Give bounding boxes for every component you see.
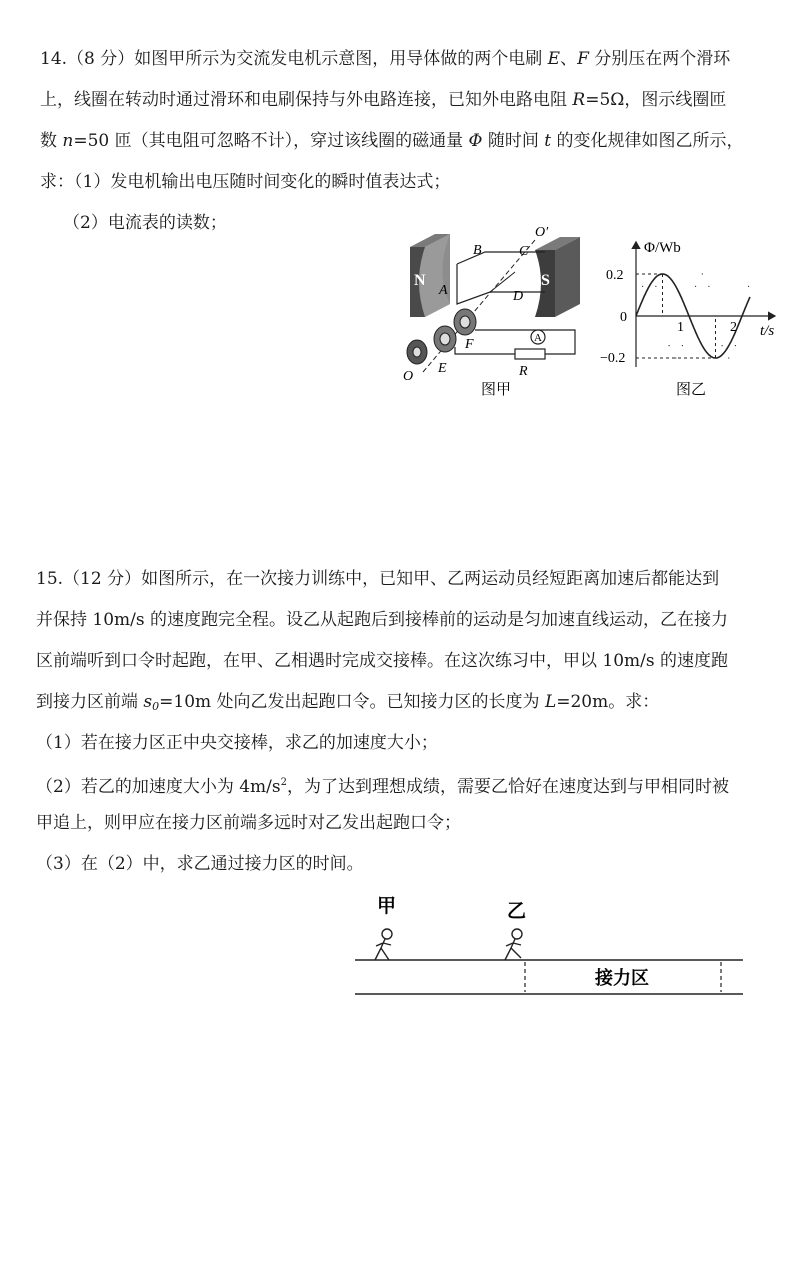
flux-data-point [662, 315, 663, 316]
label-yi: 乙 [507, 901, 527, 922]
label-O: O [403, 369, 414, 384]
label-F: F [465, 337, 474, 352]
flux-data-point [715, 315, 716, 316]
flux-data-point [642, 286, 643, 287]
y-axis-label: Φ/Wb [644, 240, 681, 256]
x-tick-1: 1 [677, 320, 684, 335]
y-tick-bottom: −0.2 [600, 351, 626, 366]
label-jia: 甲 [377, 896, 397, 917]
flux-data-point [682, 345, 683, 346]
flux-data-point [722, 345, 723, 346]
q15-line-5: （1）若在接力区正中央交接棒，求乙的加速度大小； [36, 733, 438, 753]
flux-data-point [669, 345, 670, 346]
q15-line-3: 区前端听到口令时起跑，在甲、乙相遇时完成交接棒。在这次练习中，甲以 10m/s 的速度跑 [36, 651, 729, 671]
q14-line-2: 上，线圈在转动时通过滑环和电刷保持与外电路连接，已知外电路电阻 R=5Ω，图示线圈匝 [40, 90, 727, 110]
figure-jia-generator [395, 222, 595, 402]
flux-data-point [675, 357, 676, 358]
q14-line-3: 数 n=50 匝（其电阻可忽略不计），穿过该线圈的磁通量 Φ 随时间 t 的变化规律如图乙所示， [40, 131, 744, 151]
q15-line-4: 到接力区前端 $s_0=10m$ 处向乙发出起跑口令。已知接力区的长度为 L=20m。求： [36, 692, 660, 713]
label-C: C [519, 244, 529, 259]
label-B: B [473, 243, 482, 258]
label-E: E [438, 361, 447, 376]
flux-data-point [695, 286, 696, 287]
flux-data-point [688, 315, 689, 316]
q14-line-5: （2）电流表的读数； [63, 213, 227, 233]
label-A: A [439, 283, 448, 298]
caption-jia: 图甲 [481, 382, 512, 398]
q15-line-2: 并保持 10m/s 的速度跑完全程。设乙从起跑后到接棒前的运动是匀加速直线运动，乙在接力 [36, 610, 729, 630]
q14-line-1: 14.（8 分）如图甲所示为交流发电机示意图，用导体做的两个电刷 E、F 分别压在两个滑环 [40, 49, 731, 69]
x-tick-2: 2 [730, 320, 737, 335]
label-R: R [519, 364, 528, 379]
runner-jia-icon [375, 929, 392, 960]
q14-line-4: 求：（1）发电机输出电压随时间变化的瞬时值表达式； [40, 172, 451, 192]
y-tick-zero: 0 [620, 310, 627, 325]
flux-data-point [708, 286, 709, 287]
relay-track-figure [345, 890, 750, 1005]
q15-line-7: 甲追上，则甲应在接力区前端多远时对乙发出起跑口令； [36, 813, 461, 833]
q15-line-1: 15.（12 分）如图所示，在一次接力训练中，已知甲、乙两运动员经短距离加速后都能达到 [36, 569, 720, 589]
figure-yi-flux-chart [600, 232, 790, 402]
flux-data-point [728, 357, 729, 358]
x-axis-label: t/s [760, 323, 775, 339]
q15-line-6: （2）若乙的加速度大小为 $4m/s^2$，为了达到理想成绩，需要乙恰好在速度达到与甲相同时被 [36, 777, 729, 797]
ammeter-icon: A [534, 332, 542, 344]
flux-data-point [655, 286, 656, 287]
flux-data-point [702, 273, 703, 274]
flux-data-point [741, 315, 742, 316]
flux-data-point [735, 345, 736, 346]
flux-data-point [635, 315, 636, 316]
q15-line-8: （3）在（2）中，求乙通过接力区的时间。 [36, 854, 364, 874]
y-tick-top: 0.2 [606, 268, 624, 283]
label-relay-zone: 接力区 [595, 968, 649, 988]
flux-data-point [748, 286, 749, 287]
label-N: N [414, 272, 426, 289]
label-Oprime: O′ [535, 225, 549, 240]
caption-yi: 图乙 [676, 382, 707, 398]
flux-data-point [649, 273, 650, 274]
runner-yi-icon [505, 929, 522, 960]
label-D: D [513, 289, 524, 304]
label-S: S [541, 272, 550, 289]
